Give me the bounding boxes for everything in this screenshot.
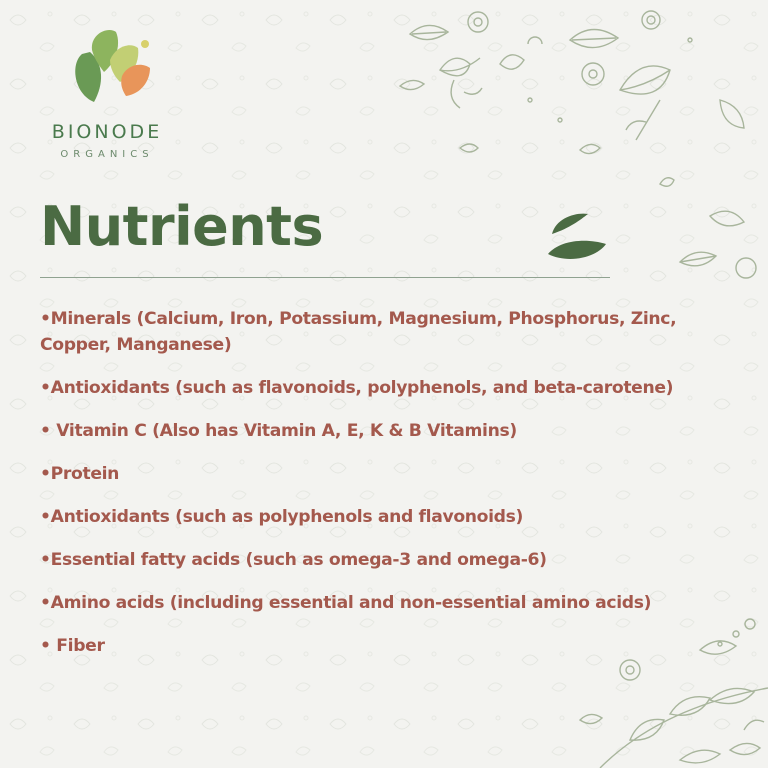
nutrient-item-minerals: •Minerals (Calcium, Iron, Potassium, Magnesium, Phosphorus, Zinc, Copper, Manganese): [40, 309, 677, 355]
nutrient-item-vitamin-c: • Vitamin C (Also has Vitamin A, E, K & B Vitamins): [40, 421, 517, 441]
leaf-icon: [546, 210, 610, 266]
nutrient-item-antioxidants-carotene: •Antioxidants (such as flavonoids, polyphenols, and beta-carotene): [40, 378, 674, 398]
brand-name: BIONODE: [51, 121, 163, 143]
nutrient-item-fiber: • Fiber: [40, 636, 105, 656]
brand-tagline: ORGANICS: [60, 149, 154, 160]
floral-decoration-bottom: [560, 610, 768, 768]
brand-logo: [44, 24, 174, 160]
nutrient-item-protein: •Protein: [40, 464, 120, 484]
logo-leaf-icon: [60, 24, 160, 106]
nutrient-item-amino-acids: •Amino acids (including essential and non-essential amino acids): [40, 593, 652, 613]
heading-divider: [40, 277, 610, 278]
nutrient-item-antioxidants-polyphenols: •Antioxidants (such as polyphenols and flavonoids): [40, 507, 524, 527]
nutrient-item-fatty-acids: •Essential fatty acids (such as omega-3 and omega-6): [40, 550, 547, 570]
page-title: Nutrients: [40, 195, 324, 258]
